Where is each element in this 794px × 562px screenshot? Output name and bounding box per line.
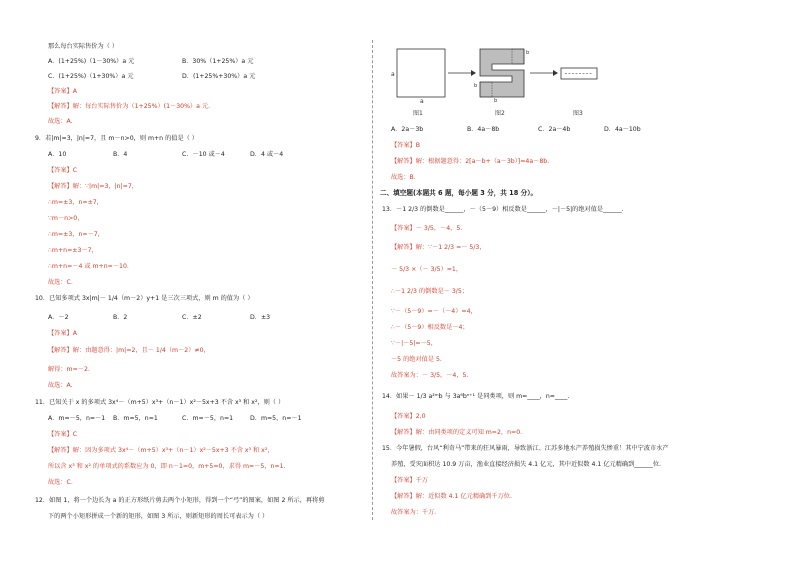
question-line: 13．－1 2/3 的倒数是______，－（5－9）相反数是______，－|－5|的绝对值是______. xyxy=(382,206,624,213)
question-line: B．30%（1+25%）a 元 xyxy=(182,58,254,65)
question-line: D．(1+25%+30%）a 元 xyxy=(182,73,256,80)
question-12-figure xyxy=(376,40,616,122)
answer-line: ∴－1 2/3 的倒数是－ 3/5； xyxy=(391,288,469,295)
column-divider xyxy=(372,40,373,520)
answer-line: 【解答】解：∵|m|=3，|n|=7， xyxy=(48,183,138,190)
fig1-square xyxy=(397,49,445,97)
question-line: 下的两个小矩形拼成一个新的矩形，如图 3 所示，则新矩形的周长可表示为（ ） xyxy=(48,513,269,520)
question-line: 10．已知多项式 3x|m|－ 1/4（m－2）y+1 是三次三项式，则 m 的值为（ ） xyxy=(35,295,254,302)
arrow-right-icon xyxy=(471,70,476,76)
question-line: B．4a－8b xyxy=(467,126,500,133)
question-line: A．10 xyxy=(48,151,67,158)
answer-line: ∴m+n=－4 或 m+n=－10. xyxy=(48,263,129,270)
fig1-label: 图1 xyxy=(413,110,423,117)
answer-line: 【答案】千万 xyxy=(391,477,429,484)
answer-line: 【答案】B xyxy=(391,142,420,149)
question-line: 14．如果－ 1/3 a²ᵐb 与 3a⁶bⁿ⁺¹ 是同类项，则 m=____，n=____. xyxy=(382,393,570,400)
question-line: B．m=5，n=1 xyxy=(113,415,158,422)
question-line: C．(1+25%)（1+30%）a 元 xyxy=(48,73,134,80)
fig2-side-b: b xyxy=(474,83,478,89)
answer-line: 【解答】解：因为多项式 3x⁴－（m+5）x³+（n－1）x²－5x+3 不含 x³ 和 x²， xyxy=(48,447,274,454)
answer-line: 【答案】2,0 xyxy=(391,413,426,420)
fig2-label: 图2 xyxy=(495,110,505,117)
answer-line: ∴m=±3，n=±7， xyxy=(48,199,103,206)
arrow-right-icon xyxy=(553,70,558,76)
answer-line: 【解答】解：每台实际售价为（1+25%）(1－30%）a 元. xyxy=(48,103,211,110)
answer-line: 【答案】A xyxy=(48,330,77,337)
question-line: D．4 或－4 xyxy=(250,151,284,158)
answer-line: 【答案】A xyxy=(48,88,77,95)
answer-line: 故选：A. xyxy=(48,382,73,389)
answer-line: 【解答】解：由同类项的定义可知 m=2，n=0. xyxy=(391,429,523,436)
question-line: D．m=5，n=－1 xyxy=(250,415,302,422)
answer-line: 【解答】解：根据题意得：2[a－b+（a－3b）]=4a－8b. xyxy=(391,158,550,165)
answer-line: 【解答】解：近似数 4.1 亿元精确到千万位. xyxy=(391,493,512,500)
answer-line: 解得：m=－2. xyxy=(48,366,90,373)
left-column xyxy=(0,0,370,562)
answer-line: 故选：B. xyxy=(391,174,416,181)
question-line: C．±2 xyxy=(182,314,202,321)
fig2-bow-shape xyxy=(480,49,524,97)
fig1-side-a: a xyxy=(391,71,395,78)
question-line: C．m=－5，n=1 xyxy=(182,415,234,422)
fig2-side-b: b xyxy=(494,98,498,104)
answer-line: 故选：C. xyxy=(48,279,73,286)
answer-line: 故答案为：千万. xyxy=(391,509,437,516)
question-line: D．±3 xyxy=(250,314,271,321)
answer-line: 故答案为：－ 3/5，－4，5. xyxy=(391,372,469,379)
answer-line: 故选：C. xyxy=(48,479,73,486)
answer-line: ∴m=±3，n=－7， xyxy=(48,231,104,238)
answer-line: － 5/3 ×（－ 3/5）=1， xyxy=(391,266,463,273)
answer-line: ∵－（5－9）=－（－4）=4， xyxy=(391,308,477,315)
answer-line: 【解答】解：由题意得：|m|=2，且－ 1/4（m－2）≠0， xyxy=(48,347,210,354)
fig1-side-a-bottom: a xyxy=(420,98,424,105)
answer-line: 故选：A. xyxy=(48,118,73,125)
answer-line: 【答案】－ 3/5，－4，5. xyxy=(391,225,463,232)
question-line: B．4 xyxy=(113,151,128,158)
question-line: D．4a－10b xyxy=(604,126,641,133)
question-line: C．－10 或－4 xyxy=(182,151,225,158)
fig3-label: 图3 xyxy=(573,110,583,117)
answer-line: ∴m+n=±3－7， xyxy=(48,247,98,254)
answer-line: ∵－|－5|=－5， xyxy=(391,340,437,347)
question-line: A．－2 xyxy=(48,314,69,321)
question-line: 12．如图 1，将一个边长为 a 的正方形纸片剪去两个小矩形，得到一个“弓”的图案，如图 2 所示，再将剪 xyxy=(35,497,325,504)
question-line: 养殖，受灾面积达 10.9 万亩，渔业直接经济损失 4.1 亿元，其中近似数 4.1 亿元精确到______位. xyxy=(391,461,661,468)
question-line: 那么每台实际售价为（ ） xyxy=(48,43,119,50)
section-heading: 二、填空题(本题共 6 题，每小题 3 分，共 18 分）。 xyxy=(380,189,538,197)
question-line: B．2 xyxy=(113,314,128,321)
question-line: 9．若|m|=3，|n|=7，且 m－n>0，则 m+n 的值是（ ） xyxy=(35,135,198,142)
answer-line: 【解答】解：∵－1 2/3 =－ 5/3， xyxy=(391,244,486,251)
question-line: A．2a－3b xyxy=(391,126,424,133)
answer-line: ∴－（5－9）相反数是－4； xyxy=(391,324,469,331)
answer-line: 所以含 x³ 和 x² 的单项式的系数应为 0，即 n－1=0，m+5=0，求得 m=－5，n=1. xyxy=(48,463,286,470)
question-line: A．(1+25%)（1－30%）a 元 xyxy=(48,58,135,65)
question-line: A．m=－5，n=－1 xyxy=(48,415,106,422)
answer-line: 【答案】C xyxy=(48,167,78,174)
answer-line: 【答案】C xyxy=(48,431,78,438)
fig2-side-b: b xyxy=(526,50,530,56)
question-line: 15．今年暑假，台风“利奇马”带来的狂风暴雨，导致浙江、江苏多地水产养殖损失惨重！其中宁波市水产 xyxy=(382,445,669,452)
question-line: C．2a－4b xyxy=(538,126,571,133)
question-line: 11．已知关于 x 的多项式 3x⁴－（m+5）x³+（n－1）x²－5x+3 不含 x³ 和 x²，则（ ） xyxy=(35,399,285,406)
answer-line: ∵m－n>0， xyxy=(48,215,84,222)
answer-line: －5 的绝对值是 5. xyxy=(391,356,442,363)
